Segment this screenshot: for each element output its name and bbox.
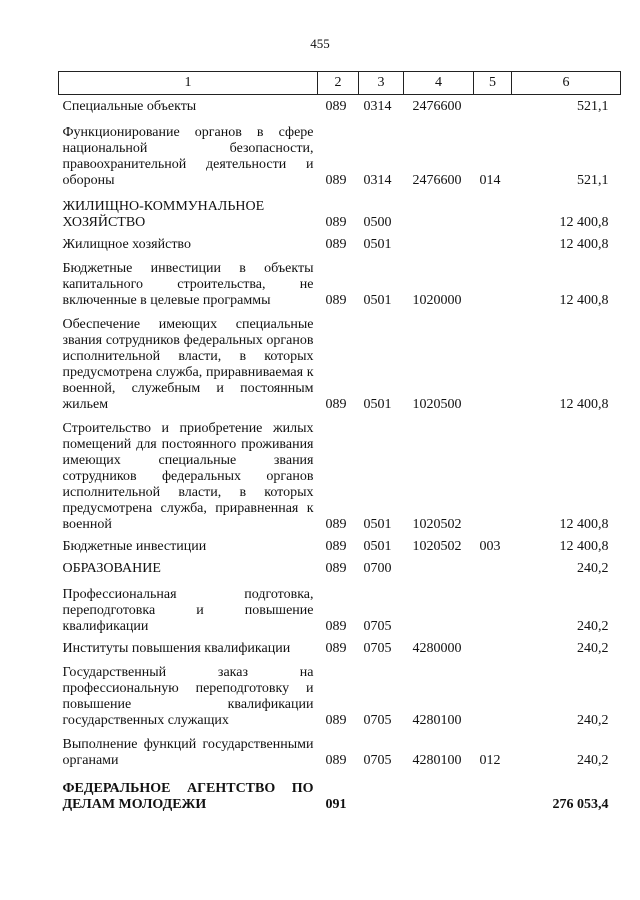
- row-name: ФЕДЕРАЛЬНОЕ АГЕНТСТВО ПО ДЕЛАМ МОЛОДЕЖИ: [62, 781, 314, 812]
- row-amount: 12 400,8: [559, 293, 609, 308]
- row-amount: 12 400,8: [559, 237, 609, 252]
- row-amount: 12 400,8: [559, 397, 609, 412]
- table-row: [59, 231, 621, 253]
- table-header: [59, 72, 621, 95]
- budget-table: [58, 71, 621, 813]
- table-row: [59, 769, 621, 813]
- row-code-4: 2476600: [412, 99, 462, 114]
- row-code-3: [359, 769, 404, 813]
- row-code-5: [474, 555, 512, 577]
- row-code-2: 089: [325, 237, 347, 252]
- table-row: [59, 657, 621, 729]
- table-row: [59, 533, 621, 555]
- row-code-5: [474, 769, 512, 813]
- row-amount: 240,2: [577, 713, 609, 728]
- row-code-5: [474, 635, 512, 657]
- row-name: Институты повышения квалификации: [62, 641, 291, 656]
- row-amount: 12 400,8: [559, 539, 609, 554]
- row-name: Государственный заказ на профессиональную переподготовку и повышение квалификации государственных служащих: [62, 665, 314, 728]
- table-row: [59, 309, 621, 413]
- row-code-4: 1020000: [412, 293, 462, 308]
- row-code-3: 0501: [363, 237, 392, 252]
- row-code-5: [474, 95, 512, 116]
- table-row: [59, 577, 621, 635]
- row-code-5: [474, 253, 512, 309]
- row-code-2: 091: [325, 797, 347, 812]
- row-name: Функционирование органов в сфере национальной безопасности, правоохранительной деятельности и обороны: [62, 125, 314, 188]
- row-code-2: 089: [325, 99, 347, 114]
- row-code-2: 089: [325, 753, 347, 768]
- row-code-4: [404, 555, 474, 577]
- row-code-4: 1020502: [412, 517, 462, 532]
- row-code-3: 0501: [363, 397, 392, 412]
- row-name: ЖИЛИЩНО-КОММУНАЛЬНОЕ ХОЗЯЙСТВО: [62, 199, 265, 230]
- row-code-2: 089: [325, 215, 347, 230]
- row-amount: 521,1: [577, 173, 609, 188]
- row-code-4: 4280000: [412, 641, 462, 656]
- row-code-4: [404, 189, 474, 231]
- row-code-5: 014: [479, 173, 501, 188]
- table-row: [59, 253, 621, 309]
- row-code-3: 0501: [363, 539, 392, 554]
- row-name: Бюджетные инвестиции в объекты капитального строительства, не включенные в целевые программы: [62, 261, 314, 308]
- table-row: [59, 95, 621, 116]
- row-code-5: [474, 577, 512, 635]
- table-row: [59, 189, 621, 231]
- row-code-3: 0314: [363, 173, 392, 188]
- table-row: [59, 413, 621, 533]
- row-code-3: 0501: [363, 293, 392, 308]
- row-name: Строительство и приобретение жилых помещений для постоянного проживания имеющих специальные звания сотрудников федеральных органов исполнительной власти, в которых предусмотрена служба, приравненная к военной: [62, 421, 314, 532]
- header-col-2: 2: [318, 72, 359, 95]
- header-col-6: 6: [512, 72, 621, 95]
- row-code-3: 0705: [363, 713, 392, 728]
- header-col-5: 5: [474, 72, 512, 95]
- row-code-3: 0501: [363, 517, 392, 532]
- row-code-2: 089: [325, 293, 347, 308]
- row-code-4: [404, 577, 474, 635]
- row-code-4: 1020500: [412, 397, 462, 412]
- row-code-2: 089: [325, 539, 347, 554]
- row-code-5: [474, 189, 512, 231]
- row-amount: 12 400,8: [559, 517, 609, 532]
- row-name: Специальные объекты: [62, 99, 197, 114]
- row-code-5: [474, 413, 512, 533]
- row-code-4: 4280100: [412, 753, 462, 768]
- row-code-2: 089: [325, 517, 347, 532]
- row-code-2: 089: [325, 173, 347, 188]
- table-row: [59, 729, 621, 769]
- row-amount: 240,2: [577, 619, 609, 634]
- row-code-4: [404, 769, 474, 813]
- row-code-2: 089: [325, 397, 347, 412]
- table-row: [59, 555, 621, 577]
- row-code-4: 1020502: [412, 539, 462, 554]
- row-code-5: [474, 231, 512, 253]
- header-col-3: 3: [359, 72, 404, 95]
- page-number: 455: [310, 36, 330, 51]
- row-code-3: 0705: [363, 641, 392, 656]
- row-code-3: 0500: [363, 215, 392, 230]
- table-body: [59, 95, 621, 814]
- row-code-4: [404, 231, 474, 253]
- header-col-1: 1: [59, 72, 318, 95]
- row-amount: 240,2: [577, 641, 609, 656]
- row-name: Жилищное хозяйство: [62, 237, 191, 252]
- row-amount: 240,2: [577, 561, 609, 576]
- row-name: Выполнение функций государственными органами: [62, 737, 314, 768]
- row-code-5: [474, 309, 512, 413]
- row-amount: 12 400,8: [559, 215, 609, 230]
- row-name: ОБРАЗОВАНИЕ: [62, 561, 161, 576]
- row-code-4: 2476600: [412, 173, 462, 188]
- row-code-3: 0705: [363, 753, 392, 768]
- row-code-5: 012: [479, 753, 501, 768]
- row-code-2: 089: [325, 713, 347, 728]
- row-code-3: 0314: [363, 99, 392, 114]
- row-amount: 240,2: [577, 753, 609, 768]
- row-code-3: 0700: [363, 561, 392, 576]
- row-name: Обеспечение имеющих специальные звания сотрудников федеральных органов исполнительной власти, в которых предусмотрена служба, приравниваемая к военной, служебным и постоянным жильем: [62, 317, 314, 412]
- table-row: [59, 115, 621, 189]
- row-name: Бюджетные инвестиции: [62, 539, 207, 554]
- header-col-4: 4: [404, 72, 474, 95]
- row-amount: 521,1: [577, 99, 609, 114]
- row-code-2: 089: [325, 619, 347, 634]
- row-code-4: 4280100: [412, 713, 462, 728]
- row-code-2: 089: [325, 561, 347, 576]
- row-code-5: 003: [479, 539, 501, 554]
- row-amount: 276 053,4: [552, 797, 609, 812]
- table-row: [59, 635, 621, 657]
- row-code-3: 0705: [363, 619, 392, 634]
- row-code-2: 089: [325, 641, 347, 656]
- row-code-5: [474, 657, 512, 729]
- header-row: [59, 72, 621, 95]
- row-name: Профессиональная подготовка, переподготовка и повышение квалификации: [62, 587, 314, 634]
